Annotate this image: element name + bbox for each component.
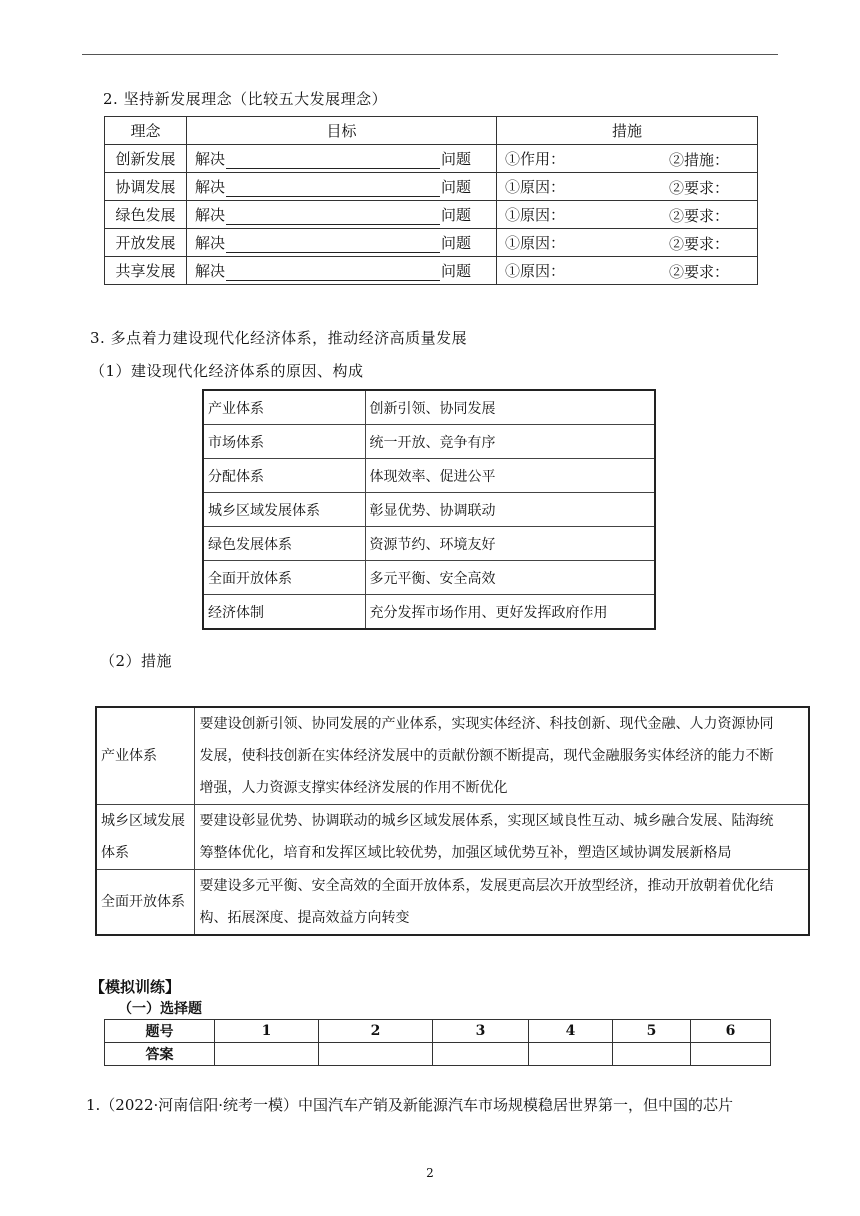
table-row <box>203 459 655 493</box>
measure-system-name <box>96 805 194 870</box>
table-header-row <box>105 117 758 145</box>
table-row <box>105 257 758 285</box>
measure-description <box>194 805 809 870</box>
description-line: 构、拓展深度、提高效益方向转变 <box>199 910 410 926</box>
name-line: 全面开放体系 <box>101 894 185 910</box>
table-row <box>203 595 655 630</box>
question-number: 1 <box>215 1020 319 1043</box>
table-row <box>203 425 655 459</box>
goal-cell <box>187 173 497 201</box>
question-number: 5 <box>613 1020 691 1043</box>
system-name: 分配体系 <box>203 459 365 493</box>
description-line: 发展，使科技创新在实体经济发展中的贡献份额不断提高，现代金融服务实体经济的能力不断 <box>199 748 774 764</box>
measure-cell <box>497 173 758 201</box>
concept-cell: 协调发展 <box>105 173 187 201</box>
system-desc: 统一开放、竞争有序 <box>365 425 655 459</box>
measure-first: ①原因： <box>505 262 566 280</box>
goal-suffix: 问题 <box>441 206 472 224</box>
description-line: 要建设创新引领、协同发展的产业体系，实现实体经济、科技创新、现代金融、人力资源协同 <box>199 716 774 732</box>
system-desc: 彰显优势、协调联动 <box>365 493 655 527</box>
system-desc: 创新引领、协同发展 <box>365 390 655 425</box>
answer-cell[interactable] <box>215 1043 319 1066</box>
concept-cell: 开放发展 <box>105 229 187 257</box>
goal-suffix: 问题 <box>441 262 472 280</box>
measure-first: ①原因： <box>505 206 566 224</box>
measure-first: ①作用： <box>505 150 566 168</box>
answer-cell[interactable] <box>613 1043 691 1066</box>
name-line: 产业体系 <box>101 748 157 764</box>
goal-cell <box>187 257 497 285</box>
goal-suffix: 问题 <box>441 178 472 196</box>
table-row <box>203 390 655 425</box>
answer-row <box>105 1043 771 1066</box>
measure-second: ②要求： <box>669 207 730 225</box>
section3-sub1: （1）建设现代化经济体系的原因、构成 <box>90 362 364 380</box>
measure-cell <box>497 257 758 285</box>
system-desc: 多元平衡、安全高效 <box>365 561 655 595</box>
measure-system-name <box>96 707 194 805</box>
table-row <box>96 707 809 805</box>
system-desc: 体现效率、促进公平 <box>365 459 655 493</box>
table-row <box>203 493 655 527</box>
question-number: 4 <box>529 1020 613 1043</box>
table-row <box>96 870 809 936</box>
measure-first: ①原因： <box>505 234 566 252</box>
measure-description <box>194 870 809 936</box>
table-row <box>203 527 655 561</box>
fill-in-blank[interactable] <box>226 264 440 281</box>
section3-sub2: （2）措施 <box>100 652 173 670</box>
fill-in-blank[interactable] <box>226 236 440 253</box>
system-desc: 资源节约、环境友好 <box>365 527 655 561</box>
goal-prefix: 解决 <box>195 206 226 224</box>
header-rule <box>82 54 778 55</box>
measure-cell <box>497 145 758 173</box>
goal-cell <box>187 145 497 173</box>
concept-cell: 共享发展 <box>105 257 187 285</box>
goal-suffix: 问题 <box>441 234 472 252</box>
concept-cell: 创新发展 <box>105 145 187 173</box>
header-concept: 理念 <box>105 117 187 145</box>
question-number: 6 <box>691 1020 771 1043</box>
table-row <box>105 173 758 201</box>
answer-cell[interactable] <box>319 1043 433 1066</box>
answer-cell[interactable] <box>433 1043 529 1066</box>
measure-second: ②要求： <box>669 179 730 197</box>
goal-cell <box>187 229 497 257</box>
economic-system-table <box>202 389 656 630</box>
name-line: 城乡区域发展 <box>101 813 185 829</box>
question-number-row <box>105 1020 771 1043</box>
system-name: 全面开放体系 <box>203 561 365 595</box>
table-row <box>105 201 758 229</box>
question-number: 3 <box>433 1020 529 1043</box>
section2-heading: 2. 坚持新发展理念（比较五大发展理念） <box>103 90 388 108</box>
system-name: 产业体系 <box>203 390 365 425</box>
question-number: 2 <box>319 1020 433 1043</box>
goal-prefix: 解决 <box>195 234 226 252</box>
table-row <box>96 805 809 870</box>
goal-suffix: 问题 <box>441 150 472 168</box>
training-heading: 【模拟训练】 <box>90 978 181 996</box>
measures-table <box>95 706 810 936</box>
fill-in-blank[interactable] <box>226 152 440 169</box>
system-name: 绿色发展体系 <box>203 527 365 561</box>
row-label-answer: 答案 <box>105 1043 215 1066</box>
measure-cell <box>497 229 758 257</box>
header-measure: 措施 <box>497 117 758 145</box>
description-line: 增强，人力资源支撑实体经济发展的作用不断优化 <box>199 780 508 796</box>
goal-prefix: 解决 <box>195 150 226 168</box>
answer-table <box>104 1019 771 1066</box>
goal-prefix: 解决 <box>195 262 226 280</box>
header-goal: 目标 <box>187 117 497 145</box>
measure-system-name <box>96 870 194 936</box>
answer-cell[interactable] <box>529 1043 613 1066</box>
table-row <box>203 561 655 595</box>
table-row <box>105 229 758 257</box>
measure-second: ②要求： <box>669 235 730 253</box>
section3-heading: 3. 多点着力建设现代化经济体系，推动经济高质量发展 <box>90 329 468 347</box>
development-concepts-table <box>104 116 758 285</box>
goal-prefix: 解决 <box>195 178 226 196</box>
measure-second: ②措施： <box>669 151 730 169</box>
system-name: 市场体系 <box>203 425 365 459</box>
system-name: 城乡区域发展体系 <box>203 493 365 527</box>
system-desc: 充分发挥市场作用、更好发挥政府作用 <box>365 595 655 630</box>
fill-in-blank[interactable] <box>226 208 440 225</box>
measure-second: ②要求： <box>669 263 730 281</box>
fill-in-blank[interactable] <box>226 180 440 197</box>
answer-cell[interactable] <box>691 1043 771 1066</box>
goal-cell <box>187 201 497 229</box>
measure-first: ①原因： <box>505 178 566 196</box>
training-sub: （一）选择题 <box>118 1001 202 1017</box>
table-row <box>105 145 758 173</box>
measure-cell <box>497 201 758 229</box>
description-line: 筹整体优化，培育和发挥区域比较优势，加强区域优势互补，塑造区域协调发展新格局 <box>199 845 732 861</box>
concept-cell: 绿色发展 <box>105 201 187 229</box>
row-label-number: 题号 <box>105 1020 215 1043</box>
measure-description <box>194 707 809 805</box>
description-line: 要建设多元平衡、安全高效的全面开放体系，发展更高层次开放型经济，推动开放朝着优化结 <box>199 878 774 894</box>
name-line: 体系 <box>101 845 129 861</box>
system-name: 经济体制 <box>203 595 365 630</box>
question-1-text: 1.（2022·河南信阳·统考一模）中国汽车产销及新能源汽车市场规模稳居世界第一，但中国的芯片 <box>86 1096 734 1114</box>
description-line: 要建设彰显优势、协调联动的城乡区域发展体系，实现区域良性互动、城乡融合发展、陆海统 <box>199 813 774 829</box>
page-number: 2 <box>426 1166 434 1180</box>
